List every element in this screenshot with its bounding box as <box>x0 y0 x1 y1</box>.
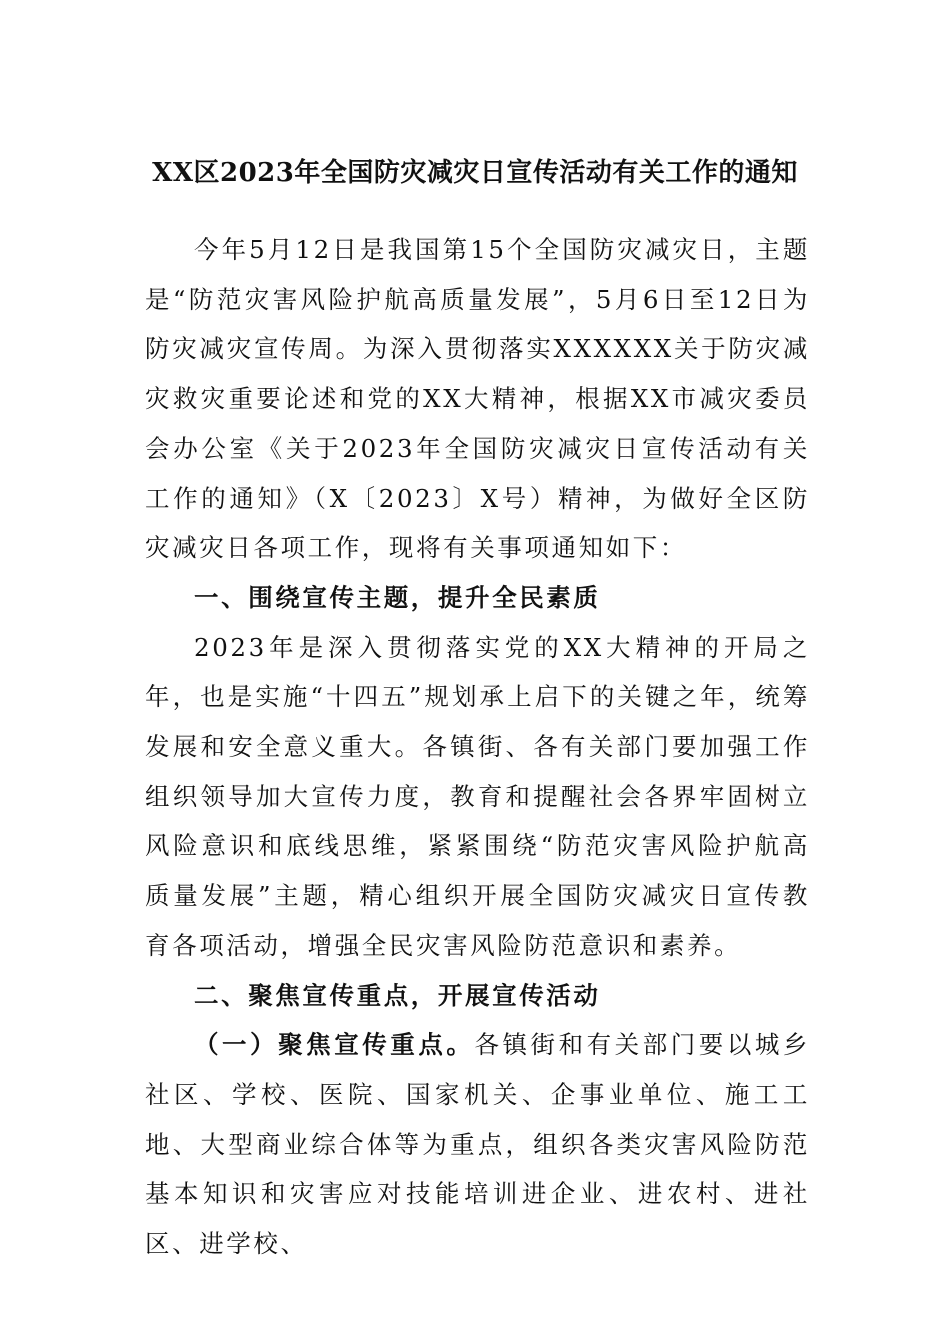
section-2-heading: 二、聚焦宣传重点，开展宣传活动 <box>194 980 601 1010</box>
section-1-paragraph: 2023年是深入贯彻落实党的XX大精神的开局之年，也是实施“十四五”规划承上启下的关键之年，统筹发展和安全意义重大。各镇街、各有关部门要加强工作组织领导加大宣传力度，教育和提醒社会各界牢固树立风险意识和底线思维，紧紧围绕“防范灾害风险护航高质量发展”主题，精心组织开展全国防灾减灾日宣传教育各项活动，增强全民灾害风险防范意识和素养。 <box>145 632 810 960</box>
subsection-2-1-paragraph <box>145 1020 810 1269</box>
subsection-2-1-text: 各镇街和有关部门要以城乡社区、学校、医院、国家机关、企事业单位、施工工地、大型商业综合体等为重点，组织各类灾害风险防范基本知识和灾害应对技能培训进企业、进农村、进社区、进学校、 <box>145 1030 811 1259</box>
section-1-heading: 一、围绕宣传主题，提升全民素质 <box>194 582 601 612</box>
subsection-2-1-lead: （一）聚焦宣传重点。 <box>194 1030 475 1060</box>
document-title: XX区2023年全国防灾减灾日宣传活动有关工作的通知 <box>152 158 798 188</box>
intro-paragraph: 今年5月12日是我国第15个全国防灾减灾日，主题是“防范灾害风险护航高质量发展”，5月6日至12日为防灾减灾宣传周。为深入贯彻落实XXXXXX关于防灾减灾救灾重要论述和党的XX大精神，根据XX市减灾委员会办公室《关于2023年全国防灾减灾日宣传活动有关工作的通知》（X〔2023〕X号）精神，为做好全区防灾减灾日各项工作，现将有关事项通知如下： <box>145 235 810 563</box>
document-body <box>145 225 810 1269</box>
